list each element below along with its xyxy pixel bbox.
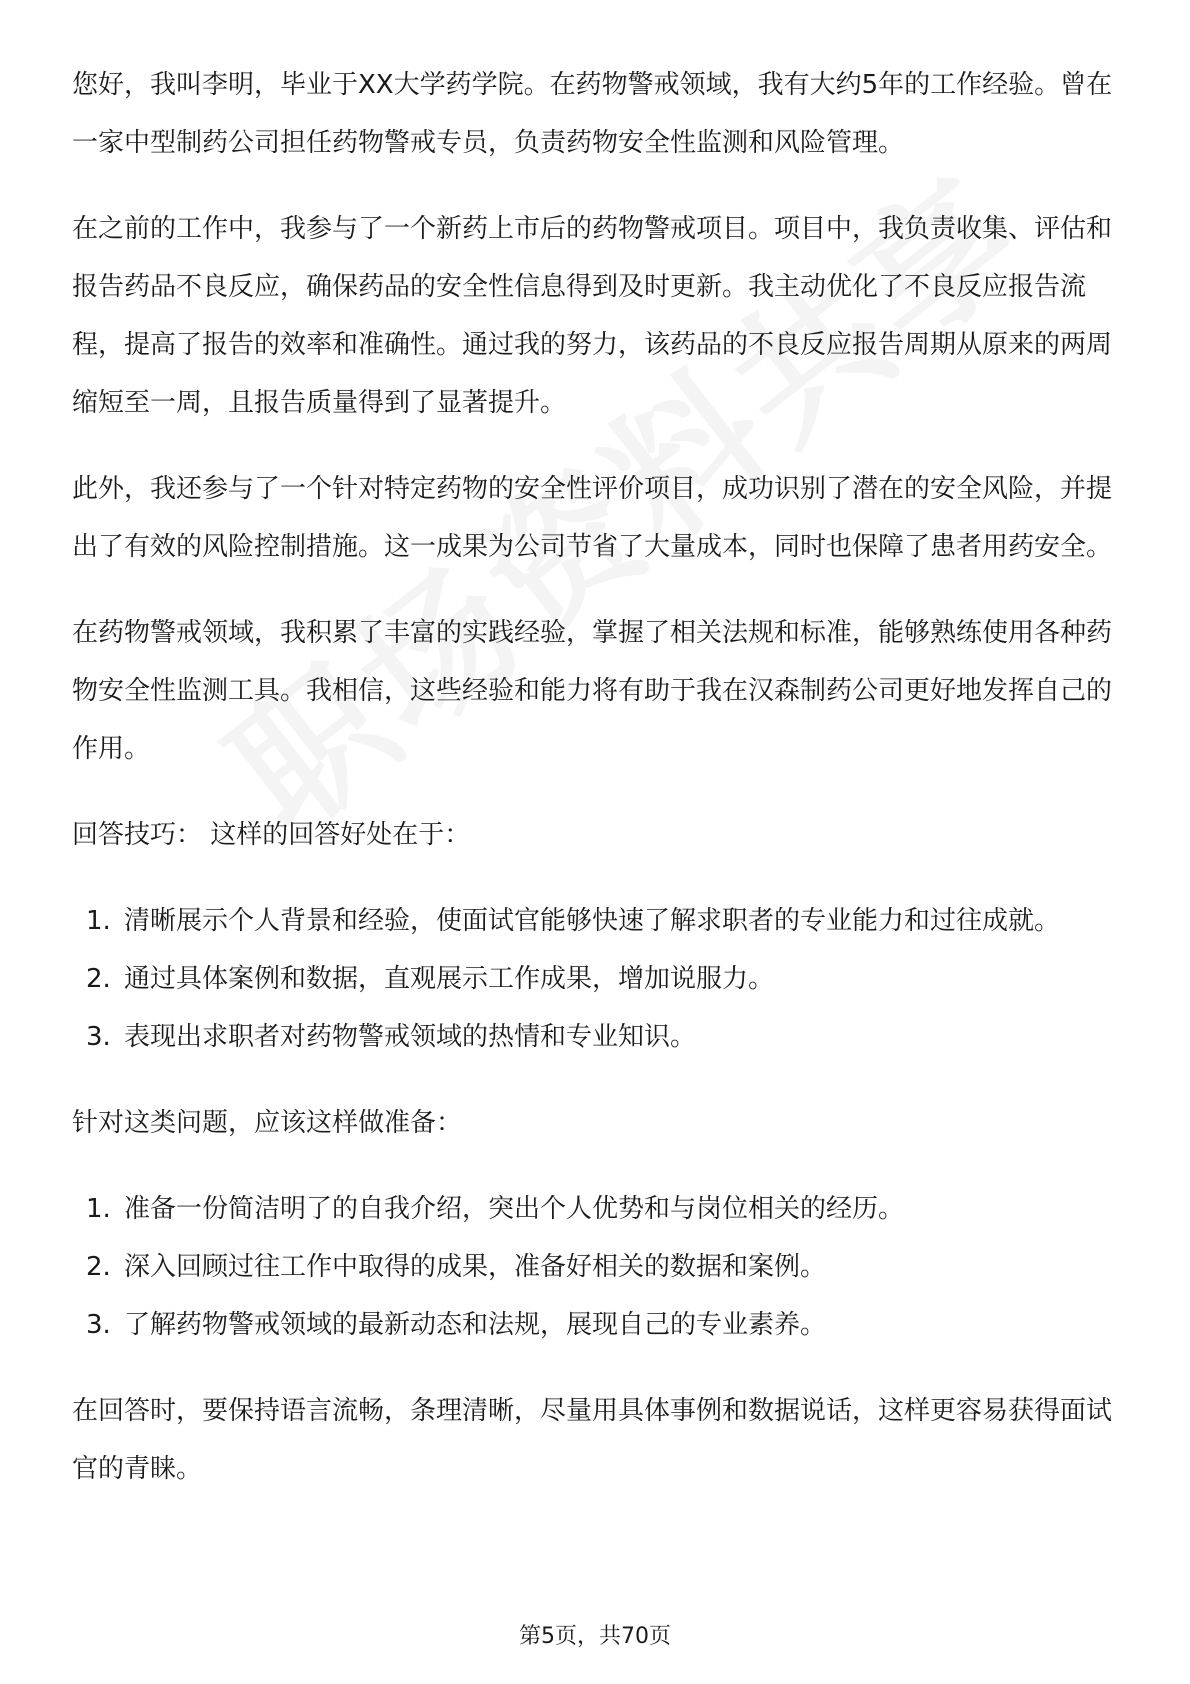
list-number: 2.	[86, 964, 111, 994]
prep-list	[72, 1180, 1122, 1354]
paragraph-closing: 在回答时，要保持语言流畅，条理清晰，尽量用具体事例和数据说话，这样更容易获得面试官的青睐。	[72, 1396, 1113, 1484]
list-number: 2.	[86, 1252, 111, 1282]
list-number: 1.	[86, 1194, 111, 1224]
list-text: 清晰展示个人背景和经验，使面试官能够快速了解求职者的专业能力和过往成就。	[124, 906, 1061, 936]
list-item	[72, 1296, 1122, 1354]
tips-heading: 回答技巧： 这样的回答好处在于：	[72, 820, 471, 850]
list-item	[72, 950, 1122, 1008]
paragraph-project: 在之前的工作中，我参与了一个新药上市后的药物警戒项目。项目中，我负责收集、评估和报告药品不良反应，确保药品的安全性信息得到及时更新。我主动优化了不良反应报告流程，提高了报告的效率和准确性。通过我的努力，该药品的不良反应报告周期从原来的两周缩短至一周，且报告质量得到了显著提升。	[72, 214, 1113, 418]
list-item	[72, 1238, 1122, 1296]
prep-heading: 针对这类问题，应该这样做准备：	[72, 1108, 463, 1138]
list-item	[72, 892, 1122, 950]
page-content	[72, 56, 1122, 1526]
tips-list	[72, 892, 1122, 1066]
list-number: 1.	[86, 906, 111, 936]
list-text: 通过具体案例和数据，直观展示工作成果，增加说服力。	[124, 964, 775, 994]
list-item	[72, 1008, 1122, 1066]
list-text: 表现出求职者对药物警戒领域的热情和专业知识。	[124, 1022, 697, 1052]
list-text: 了解药物警戒领域的最新动态和法规，展现自己的专业素养。	[124, 1310, 827, 1340]
paragraph-intro: 您好，我叫李明，毕业于XX大学药学院。在药物警戒领域，我有大约5年的工作经验。曾在一家中型制药公司担任药物警戒专员，负责药物安全性监测和风险管理。	[72, 70, 1113, 158]
paragraph-experience: 在药物警戒领域，我积累了丰富的实践经验，掌握了相关法规和标准，能够熟练使用各种药物安全性监测工具。我相信，这些经验和能力将有助于我在汉森制药公司更好地发挥自己的作用。	[72, 618, 1113, 764]
list-text: 准备一份简洁明了的自我介绍，突出个人优势和与岗位相关的经历。	[124, 1194, 905, 1224]
paragraph-evaluation: 此外，我还参与了一个针对特定药物的安全性评价项目，成功识别了潜在的安全风险，并提出了有效的风险控制措施。这一成果为公司节省了大量成本，同时也保障了患者用药安全。	[72, 474, 1113, 562]
list-number: 3.	[86, 1022, 111, 1052]
list-text: 深入回顾过往工作中取得的成果，准备好相关的数据和案例。	[124, 1252, 827, 1282]
list-item	[72, 1180, 1122, 1238]
list-number: 3.	[86, 1310, 111, 1340]
page-number: 第5页，共70页	[519, 1624, 671, 1649]
